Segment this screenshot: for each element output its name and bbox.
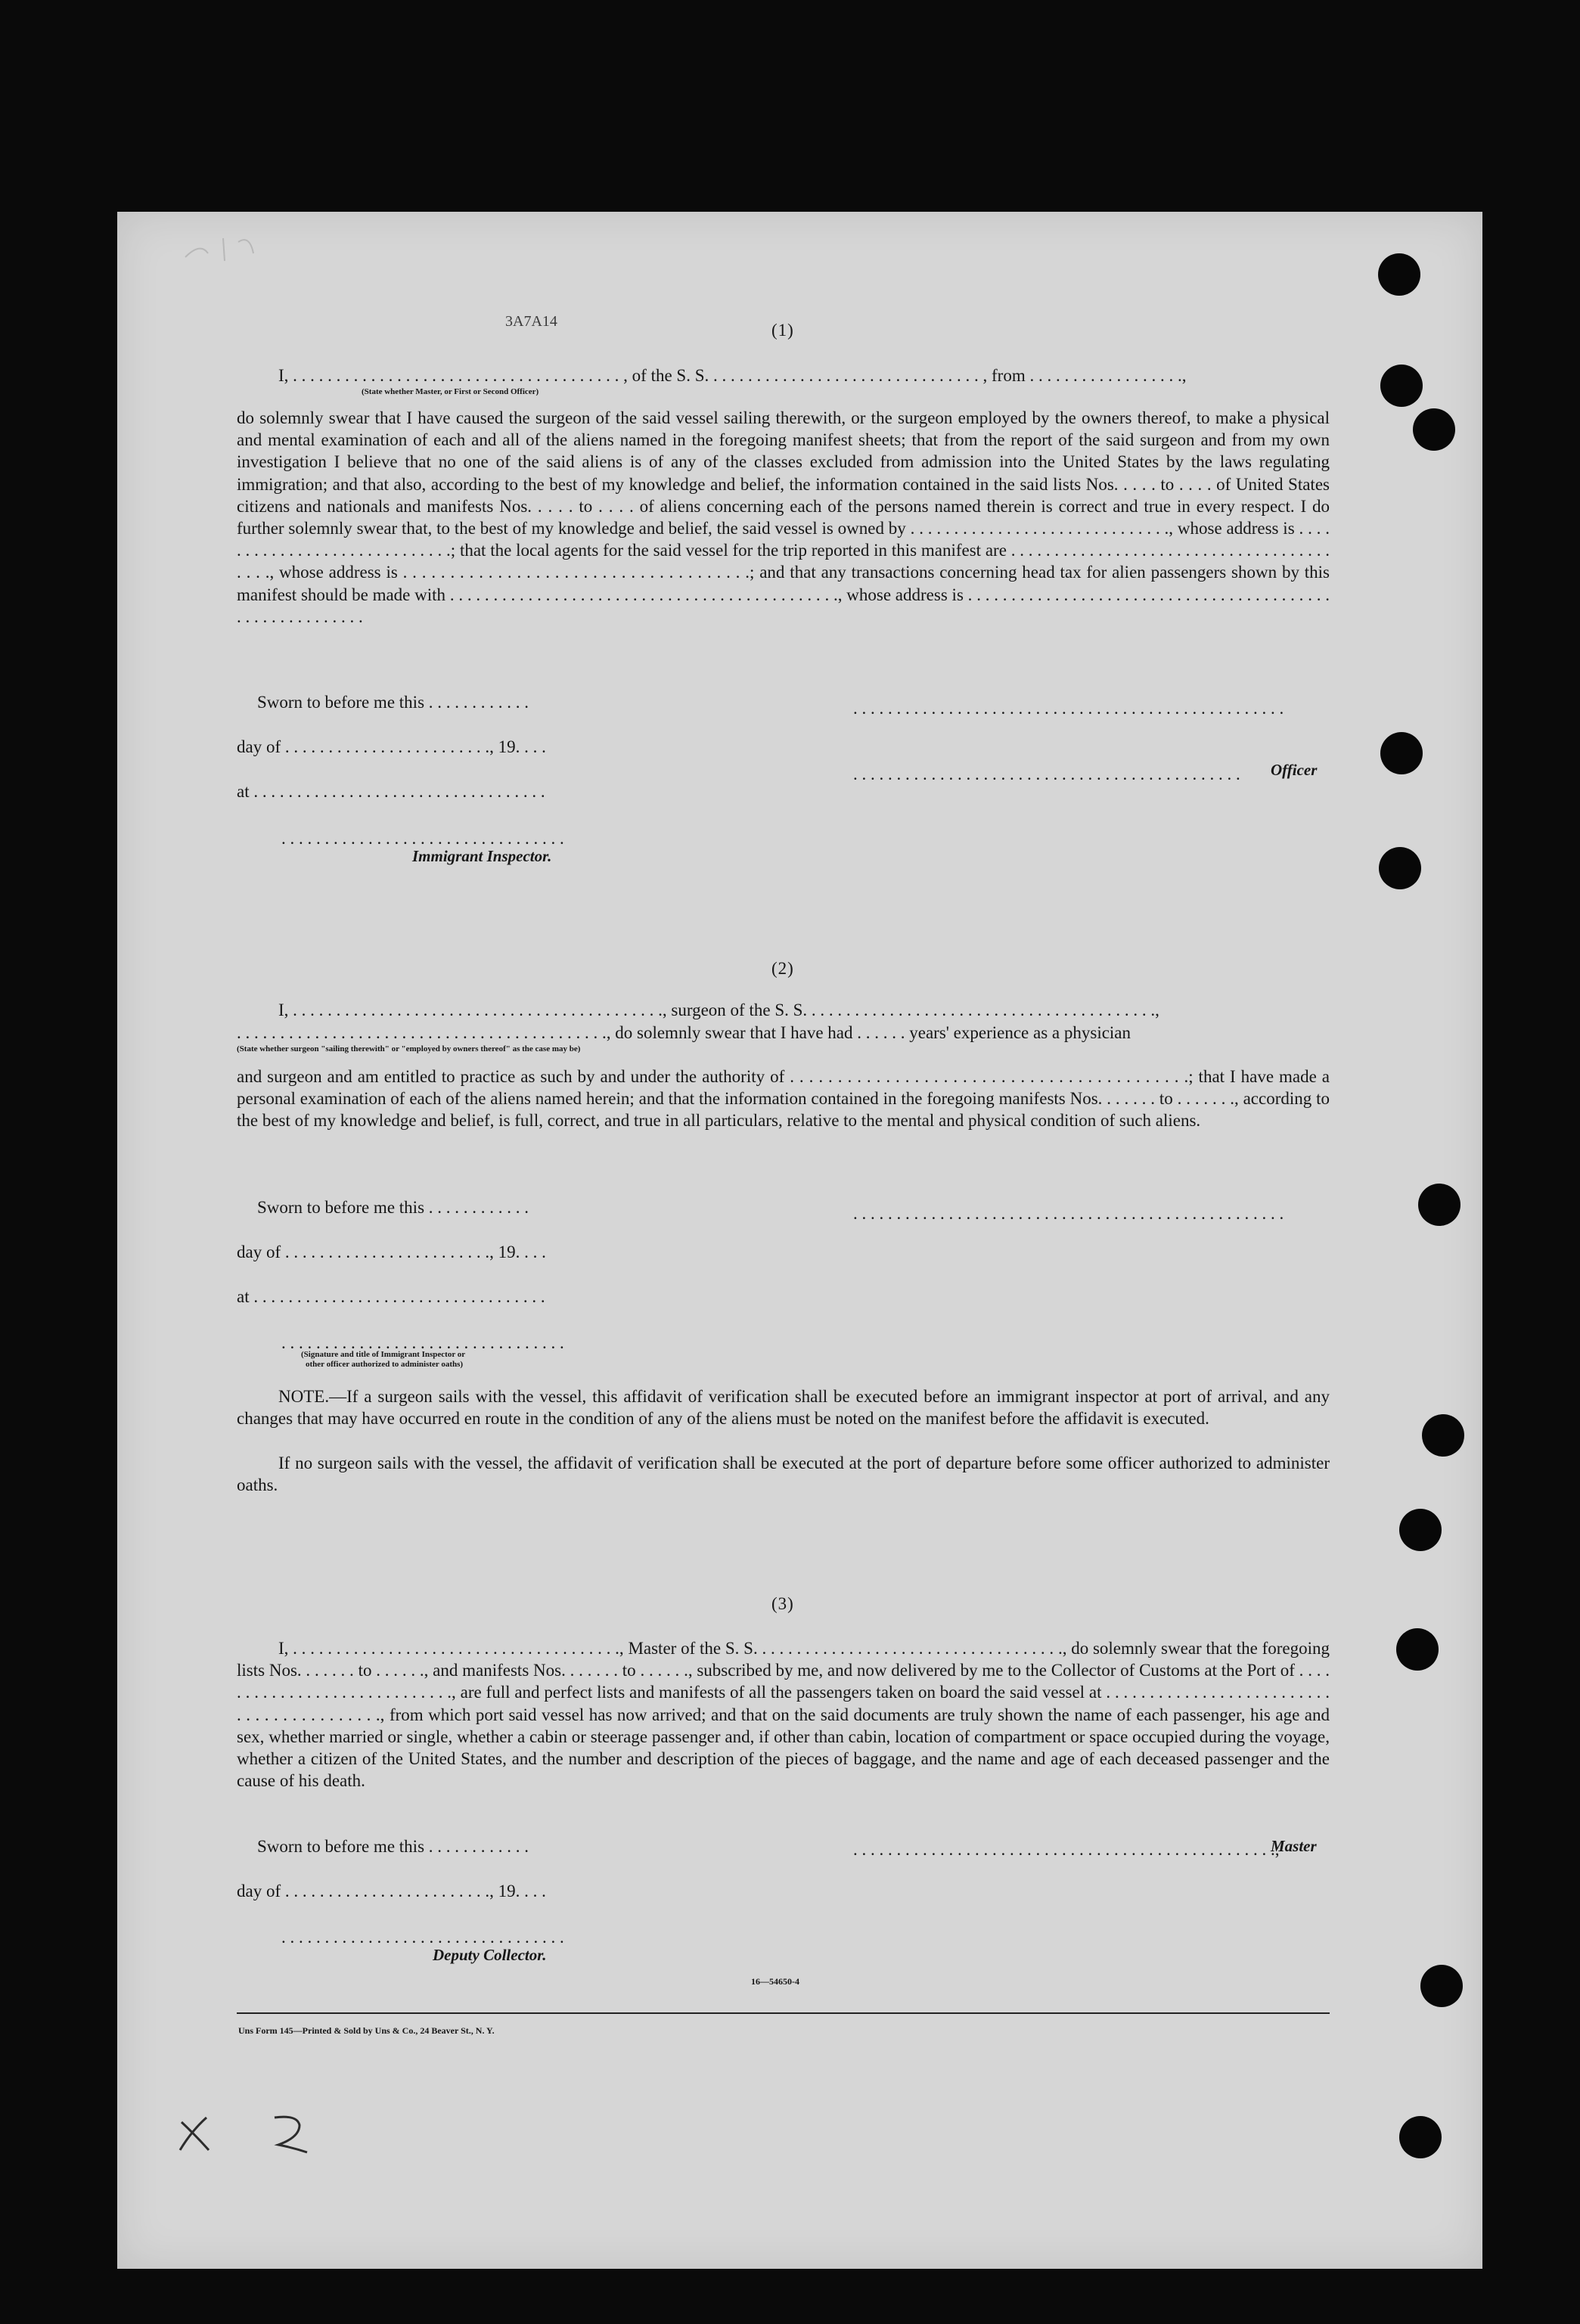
punch-hole [1422,1414,1464,1457]
section-1-signature-line: . . . . . . . . . . . . . . . . . . . . . . . . . . . . . . . . . [281,829,564,848]
section-1-day-line: day of . . . . . . . . . . . . . . . . . . . . . . . ., 19. . . . [237,737,546,756]
section-1-oath-text: do solemnly swear that I have caused the surgeon of the said vessel sailing therewith, or the surgeon employed by the owners thereof, to make a physical and mental examination of each and all of the aliens named in the foregoing manifest sheets; that from the report of the said surgeon and from my own investigation I believe that no one of the said aliens is of any of the classes excluded from admission into the United States by the laws regulating immigration; and that also, according to the best of my knowledge and belief, the information contained in the said lists Nos. . . . . to . . . . of United States citizens and nationals and manifests Nos. . . . . to . . . . of aliens concerning each of the persons named therein is correct and true in every respect. I do further solemnly swear that, to the best of my knowledge and belief, the said vessel is owned by . . . . . . . . . . . . . . . . . . . . . . . . . . . . . ., whose address is . . . . . . . . . . . . . . . . . . . . . . . . . . . . .; that the local agents for the said vessel for the trip reported in this manifest are . . . . . . . . . . . . . . . . . . . . . . . . . . . . . . . . . . . . . . . . ., whose address is . . . . . . . . . . . . . . . . . . . . . . . . . . . . . . . . . . . . .; and that any transactions concerning head tax for alien passengers shown by this manifest should be made with . . . . . . . . . . . . . . . . . . . . . . . . . . . . . . . . . . . . . . . . . . . . ., whose address is . . . . . . . . . . . . . . . . . . . . . . . . . . . . . . . . . . . . . . . . . . . . . . . . . . . . . . . . . [237,408,1330,626]
section-3-signature-line: . . . . . . . . . . . . . . . . . . . . . . . . . . . . . . . . . [281,1928,564,1947]
section-2-signature-line: . . . . . . . . . . . . . . . . . . . . . . . . . . . . . . . . . [281,1333,564,1352]
section-3-master-signature-line: . . . . . . . . . . . . . . . . . . . . . . . . . . . . . . . . . . . . . . . . . . . . . . . . ., [853,1840,1280,1859]
section-3-oath-paragraph [237,1637,1330,1792]
archival-stamp: 3A7A14 [505,313,557,330]
section-2-sworn-line: Sworn to before me this . . . . . . . . . . . . [257,1198,529,1217]
punch-hole [1380,365,1423,407]
punch-hole [1380,732,1423,774]
footer-rule [237,2012,1330,2014]
section-2-signature-note: other officer authorized to administer oaths) [306,1360,464,1369]
section-2-note-paragraph [237,1385,1330,1429]
section-2-signature-note: (Signature and title of Immigrant Inspector or [301,1350,466,1359]
punch-hole [1396,1628,1439,1671]
section-1-officer-title: Officer [1271,761,1318,779]
section-1-officer-name-line: . . . . . . . . . . . . . . . . . . . . . . . . . . . . . . . . . . . . . . . . . . . . . . . . . . [853,699,1284,718]
section-1-at-line: at . . . . . . . . . . . . . . . . . . . . . . . . . . . . . . . . . . [237,782,545,801]
section-1-inspector-title: Immigrant Inspector. [412,847,552,865]
section-3-oath-text: I, . . . . . . . . . . . . . . . . . . . . . . . . . . . . . . . . . . . . . ., Master of the S. S. . . . . . . . . . . . . . . . . . . . . . . . . . . . . . . . . . . ., do solemnly swear that the foregoing lists Nos. . . . . . . to . . . . . ., and manifests Nos. . . . . . . to . . . . . ., subscribed by me, and now delivered by me to the Collector of Customs at the Port of . . . . . . . . . . . . . . . . . . . . . . . . . . . . ., are full and perfect lists and manifests of all the passengers taken on board the said vessel at . . . . . . . . . . . . . . . . . . . . . . . . . . . . . . . . . . . . . . . . . ., from which port said vessel has now arrived; and that on the said documents are truly shown the name of each passenger, his age and sex, whether married or single, whether a cabin or steerage passenger and, if other than cabin, location of compartment or space occupied during the voyage, whether a citizen of the United States, and the number and description of the pieces of baggage, and the name and age of each deceased passenger and the cause of his death. [237,1639,1330,1791]
punch-hole [1420,1965,1463,2007]
section-2-oath-text: and surgeon and am entitled to practice as such by and under the authority of . . . . . . . . . . . . . . . . . . . . . . . . . . . . . . . . . . . . . . . . . .; that I have made a personal examination of each of the aliens named herein; and that the information contained in the foregoing manifests Nos. . . . . . . to . . . . . . ., according to the best of my knowledge and belief, is full, correct, and true in all particulars, relative to the mental and physical condition of such aliens. [237,1067,1330,1131]
section-2-surgeon-note: (State whether surgeon "sailing therewith" or "employed by owners thereof" as the case may be) [237,1044,581,1053]
printer-imprint: Uns Form 145—Printed & Sold by Uns & Co., 24 Beaver St., N. Y. [238,2025,495,2036]
section-2-experience-line: . . . . . . . . . . . . . . . . . . . . . . . . . . . . . . . . . . . . . . . . . . ., do solemnly swear that I have had . . . . . . years' experience as a physician [237,1023,1131,1042]
form-number: 16—54650-4 [751,1976,799,1987]
section-1-number: (1) [771,321,794,340]
section-3-master-title: Master [1271,1837,1317,1855]
punch-hole [1413,408,1455,451]
faint-handwriting [178,227,269,272]
punch-hole [1399,2116,1442,2158]
section-3-collector-title: Deputy Collector. [433,1946,547,1964]
section-1-opening-line: I, . . . . . . . . . . . . . . . . . . . . . . . . . . . . . . . . . . . . . . , of the S. S. . . . . . . . . . . . . . . . . . . . . . . . . . . . . . . . , from . . . . . . . . . . . . . . . . . ., [278,366,1187,385]
section-2-day-line: day of . . . . . . . . . . . . . . . . . . . . . . . ., 19. . . . [237,1243,546,1261]
punch-hole [1378,253,1420,296]
section-2-note-paragraph-2 [237,1452,1330,1496]
section-1-sworn-line: Sworn to before me this . . . . . . . . . . . . [257,693,529,712]
section-3-number: (3) [771,1594,794,1613]
punch-hole [1418,1184,1460,1226]
section-1-officer-note: (State whether Master, or First or Second Officer) [362,387,539,396]
handwritten-mark [172,2108,324,2161]
section-3-sworn-line: Sworn to before me this . . . . . . . . . . . . [257,1837,529,1856]
section-2-note-text: NOTE.—If a surgeon sails with the vessel, this affidavit of verification shall be executed before an immigrant inspector at port of arrival, and any changes that may have occurred en route in the condition of any of the aliens must be noted on the manifest before the affidavit is executed. [237,1387,1330,1429]
section-2-surgeon-signature-line: . . . . . . . . . . . . . . . . . . . . . . . . . . . . . . . . . . . . . . . . . . . . . . . . . . [853,1204,1284,1223]
section-2-number: (2) [771,959,794,978]
punch-hole [1399,1509,1442,1551]
section-1-officer-signature-line: . . . . . . . . . . . . . . . . . . . . . . . . . . . . . . . . . . . . . . . . . . . . . [853,765,1240,783]
punch-hole [1379,847,1421,889]
section-2-note-text-2: If no surgeon sails with the vessel, the affidavit of verification shall be executed at the port of departure before some officer authorized to administer oaths. [237,1454,1330,1495]
section-3-day-line: day of . . . . . . . . . . . . . . . . . . . . . . . ., 19. . . . [237,1882,546,1900]
section-2-at-line: at . . . . . . . . . . . . . . . . . . . . . . . . . . . . . . . . . . [237,1287,545,1306]
section-2-opening-line: I, . . . . . . . . . . . . . . . . . . . . . . . . . . . . . . . . . . . . . . . . . . ., surgeon of the S. S. . . . . . . . . . . . . . . . . . . . . . . . . . . . . . . . . . . . . . . . ., [278,1001,1159,1019]
